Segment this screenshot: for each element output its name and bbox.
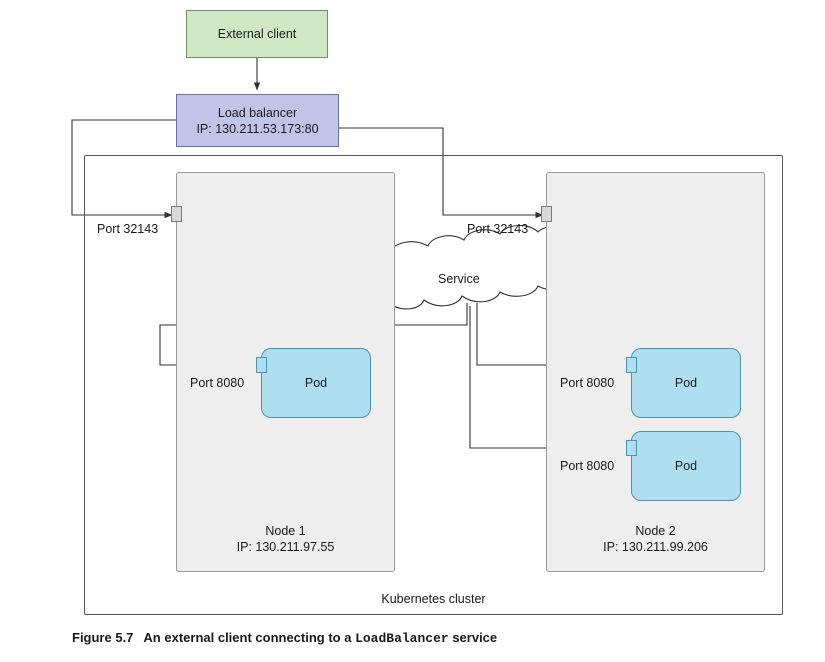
pod-node2-1 [631, 348, 741, 418]
pod-port-label-node2-1: Port 8080 [560, 376, 615, 390]
node-port-square-node2 [541, 206, 552, 222]
pod-label: Pod [674, 459, 698, 473]
figure-caption [72, 630, 497, 646]
caption-code: LoadBalancer [355, 631, 449, 646]
load-balancer-label: Load balancer [217, 105, 298, 120]
service-label: Service [438, 272, 480, 286]
node1-nodeport-label: Port 32143 [97, 222, 159, 236]
node-1-name: Node 1 [265, 524, 306, 538]
pod-port-label-node2-2: Port 8080 [560, 459, 615, 473]
pod-port-square-node2-1 [626, 357, 637, 373]
caption-text-1: An external client connecting to a [143, 630, 356, 645]
pod-node2-2 [631, 431, 741, 501]
node-2-ip: IP: 130.211.99.206 [603, 540, 708, 554]
figure-number: Figure 5.7 [72, 630, 134, 645]
node-1-ip: IP: 130.211.97.55 [236, 540, 335, 554]
node-2-label [547, 523, 764, 555]
pod-port-square-node2-2 [626, 440, 637, 456]
node-1-label [177, 523, 394, 555]
external-client-label: External client [217, 27, 297, 41]
load-balancer-ip: IP: 130.211.53.173:80 [196, 121, 319, 136]
load-balancer-box [176, 94, 339, 147]
pod-port-label-node1-1: Port 8080 [190, 376, 245, 390]
cluster-label: Kubernetes cluster [381, 592, 486, 606]
pod-port-square-node1-1 [256, 357, 267, 373]
node2-nodeport-label: Port 32143 [467, 222, 529, 236]
caption-text-2: service [448, 630, 498, 645]
pod-node1-1 [261, 348, 371, 418]
node-port-square-node1 [171, 206, 182, 222]
pod-label: Pod [674, 376, 698, 390]
pod-label: Pod [304, 376, 328, 390]
node-2-name: Node 2 [635, 524, 676, 538]
external-client-box [186, 10, 328, 58]
